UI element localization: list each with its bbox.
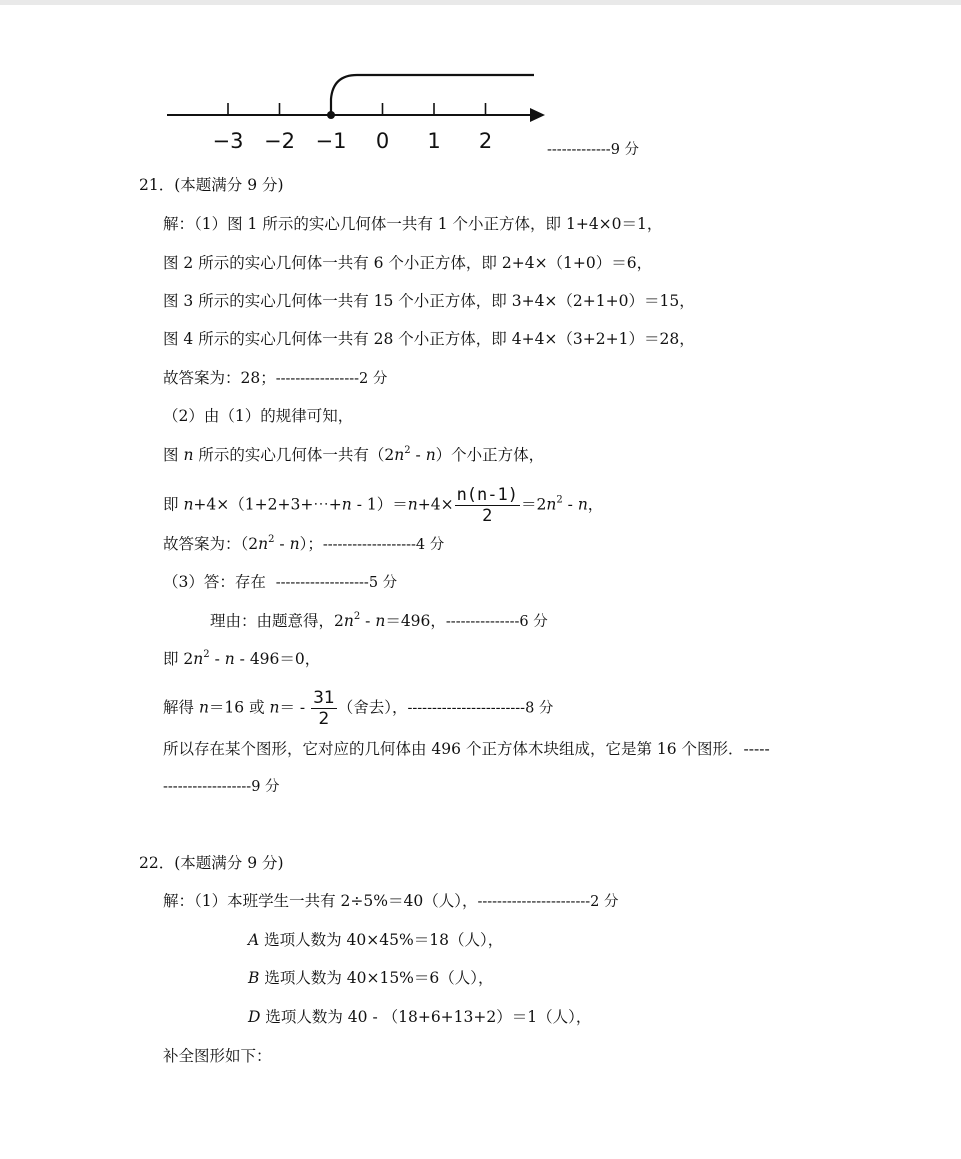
q21-score-4: -------------------4 分	[322, 537, 445, 553]
q22-line-2: A 选项人数为 40×45%＝18（人），	[248, 931, 504, 949]
q21-line-2: 图 2 所示的实心几何体一共有 6 个小正方体，即 2+4×（1+0）＝6，	[163, 254, 653, 272]
q21-line-13: 解得 n＝16 或 n＝ - $\frac{31}{2}$ （舍去），------------------------8 分	[163, 688, 554, 729]
solid-point-marker	[327, 111, 335, 119]
q21-heading: 21．(本题满分 9 分)	[139, 176, 284, 194]
q21-line-4: 图 4 所示的实心几何体一共有 28 个小正方体，即 4+4×（3+2+1）＝28，	[163, 330, 695, 348]
tick-label: −2	[264, 129, 295, 153]
number-line-arrow	[530, 108, 545, 122]
q21-line-6: （2）由（1）的规律可知，	[163, 407, 354, 425]
q21-score-8: ------------------------8 分	[407, 700, 554, 717]
q22-line-1: 解：（1）本班学生一共有 2÷5%＝40（人），-----------------------2 分	[163, 892, 619, 910]
number-line-figure	[0, 0, 961, 170]
q21-line-14: 所以存在某个图形，它对应的几何体由 496 个正方体木块组成，它是第 16 个图形．-----	[163, 740, 770, 758]
tick-label: −1	[315, 129, 347, 153]
q21-line-3: 图 3 所示的实心几何体一共有 15 个小正方体，即 3+4×（2+1+0）＝15，	[163, 292, 695, 310]
q21-line-8: 即 n+4×（1+2+3+⋯+n - 1）＝n+4× $\frac{n(n-1)}{2}$ $=2n^2 - n$，	[163, 485, 604, 526]
q21-line-7: 图 n 所示的实心几何体一共有$(2n^2 - n)$个小正方体，	[163, 445, 545, 464]
q21-line-9: 故答案为：$(2n^2 - n)$；-------------------4 分	[163, 534, 445, 553]
q21-line-1: 解：（1）图 1 所示的实心几何体一共有 1 个小正方体，即 1+4×0＝1，	[163, 215, 663, 233]
q22-line-3: B 选项人数为 40×15%＝6（人），	[248, 969, 494, 987]
q21-line-11: 理由：由题意得，$2n^2 - n=496$，---------------6 分	[210, 611, 548, 630]
q22-heading: 22．(本题满分 9 分)	[139, 854, 284, 872]
number-line-tick-labels	[213, 129, 493, 153]
q22-score-2: -----------------------2 分	[477, 894, 619, 910]
q21-score-2: -----------------2 分	[275, 371, 388, 387]
tick-label: −3	[212, 129, 244, 153]
fraction-n-n-minus-1-over-2: $\frac{n(n-1)}{2}$	[456, 485, 518, 526]
q21-line-15: ------------------9 分	[163, 779, 280, 795]
number-line-score: -------------9 分	[547, 142, 640, 158]
tick-label: 0	[375, 129, 390, 153]
q21-score-5: -------------------5 分	[275, 575, 398, 591]
tick-label: 2	[478, 129, 493, 153]
q21-line-12: 即 $2n^2 - n - 496=0$，	[163, 649, 321, 668]
q22-line-4: D 选项人数为 40 - （18+6+13+2）＝1（人），	[248, 1008, 592, 1026]
tick-label: 1	[427, 129, 441, 153]
q21-line-10: （3）答：存在 -------------------5 分	[163, 573, 398, 591]
solution-ray	[331, 75, 534, 115]
q22-line-5: 补全图形如下：	[163, 1047, 272, 1065]
fraction-31-over-2: $\frac{31}{2}$	[313, 688, 335, 729]
q21-answer-1: 故答案为：28；	[163, 369, 276, 387]
number-line-ticks	[228, 103, 486, 115]
q21-line-5	[163, 367, 387, 390]
q21-score-6: ---------------6 分	[445, 614, 548, 630]
